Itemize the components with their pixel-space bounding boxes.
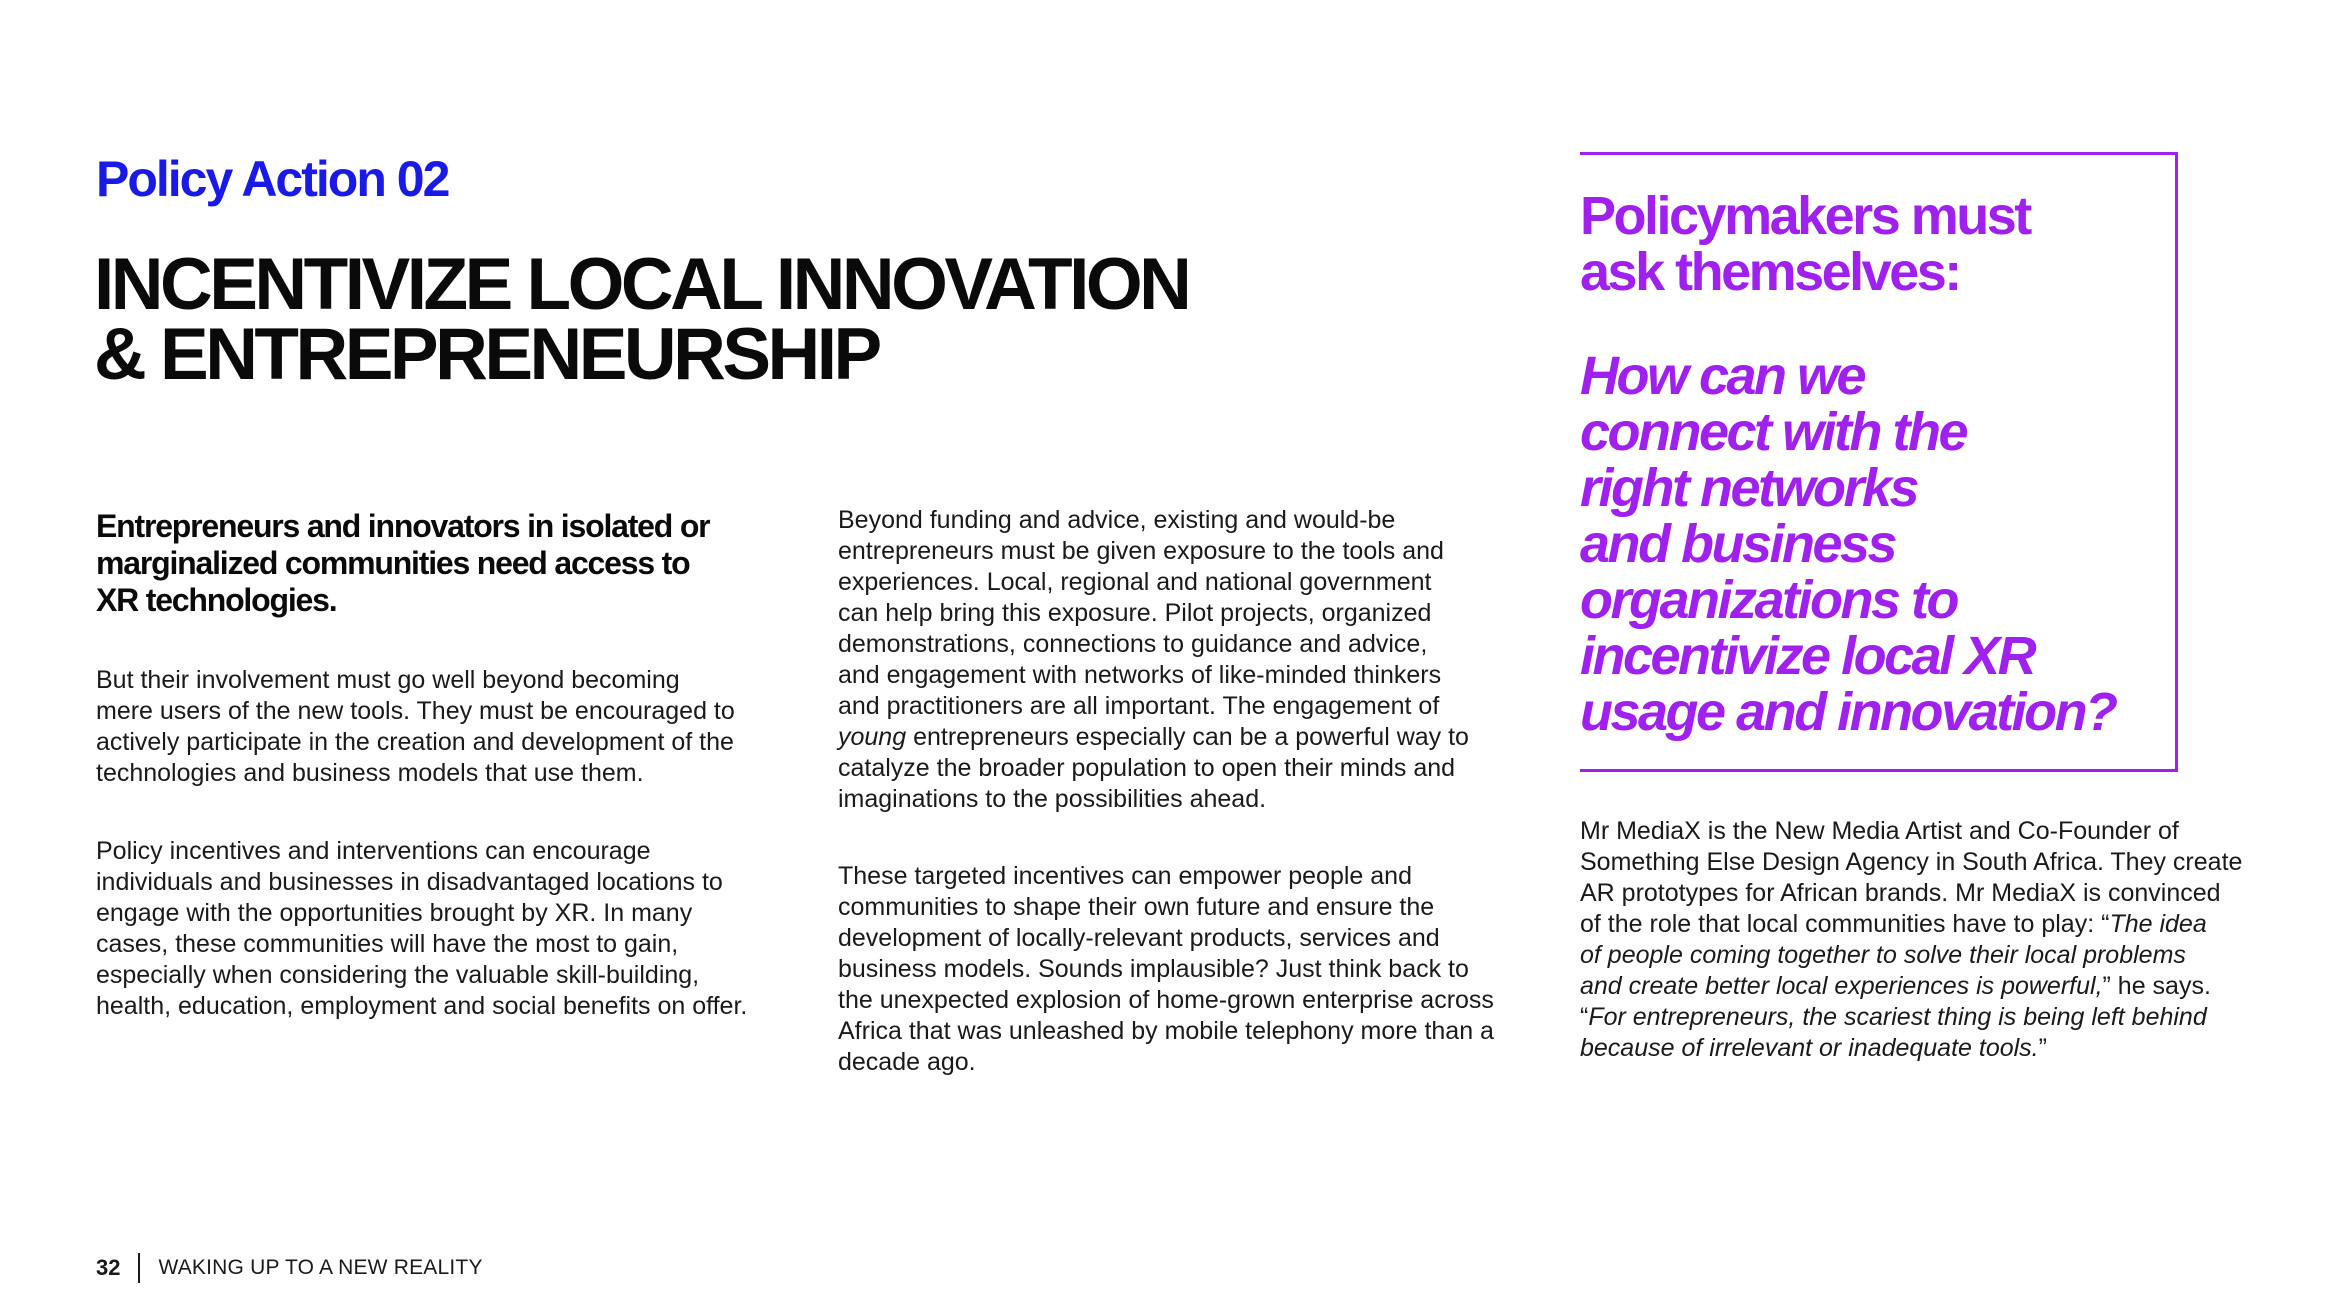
text-line: AR prototypes for African brands. Mr MediaX is convinced	[1580, 879, 2221, 907]
callout-question-line: organizations to	[1580, 570, 1957, 630]
body-paragraph	[838, 861, 1538, 1078]
callout-question-line: right networks	[1580, 458, 1918, 518]
text-line	[838, 722, 1538, 753]
quote-fragment: The idea	[2109, 910, 2207, 938]
text-line: Something Else Design Agency in South Africa. They create	[1580, 848, 2243, 876]
page-footer	[96, 1252, 483, 1284]
text-line: imaginations to the possibilities ahead.	[838, 785, 1267, 813]
text-line	[1580, 909, 2280, 940]
callout-question-line: How can we	[1580, 346, 1865, 406]
callout-question-line: and business	[1580, 514, 1896, 574]
callout-title-line: Policymakers must	[1580, 186, 2030, 246]
text-line: engage with the opportunities brought by XR. In many	[96, 899, 693, 927]
text-line	[1580, 940, 2280, 971]
text-line: the unexpected explosion of home-grown enterprise across	[838, 986, 1494, 1014]
callout-title-line: ask themselves:	[1580, 242, 1960, 302]
quote-fragment: of people coming together to solve their local problems	[1580, 941, 2186, 969]
text-line	[1580, 1002, 2280, 1033]
text-line: decade ago.	[838, 1048, 976, 1076]
text-line: cases, these communities will have the most to gain,	[96, 930, 679, 958]
column-right-quote	[1580, 816, 2280, 1064]
text-line: individuals and businesses in disadvantaged locations to	[96, 868, 723, 896]
lead-line: Entrepreneurs and innovators in isolated or	[96, 508, 710, 544]
policy-action-label: Policy Action 02	[96, 151, 449, 207]
text-line	[1580, 1033, 2280, 1064]
text-line: and engagement with networks of like-minded thinkers	[838, 661, 1442, 689]
text-line: especially when considering the valuable skill-building,	[96, 961, 700, 989]
text-fragment: of the role that local communities have to play: “	[1580, 910, 2110, 938]
page-number: 32	[96, 1255, 121, 1280]
quote-paragraph	[1580, 816, 2280, 1064]
page-headline	[94, 244, 1394, 395]
text-fragment: ” he says.	[2102, 972, 2211, 1000]
document-title: WAKING UP TO A NEW REALITY	[158, 1256, 483, 1279]
lead-line: marginalized communities need access to	[96, 545, 690, 581]
text-line: technologies and business models that use them.	[96, 759, 644, 787]
text-fragment: ”	[2038, 1034, 2047, 1062]
text-line: These targeted incentives can empower people and	[838, 862, 1412, 890]
headline-line: INCENTIVIZE LOCAL INNOVATION	[94, 244, 1189, 325]
text-line: entrepreneurs must be given exposure to the tools and	[838, 537, 1444, 565]
quote-fragment: For entrepreneurs, the scariest thing is being left behind	[1588, 1003, 2207, 1031]
text-line: development of locally-relevant products, services and	[838, 924, 1440, 952]
callout-question	[1580, 348, 2116, 740]
text-line: But their involvement must go well beyond becoming	[96, 666, 680, 694]
text-line: Africa that was unleashed by mobile telephony more than a	[838, 1017, 1494, 1045]
callout-title	[1580, 188, 2030, 300]
quote-fragment: because of irrelevant or inadequate tools.	[1580, 1034, 2039, 1062]
column-middle	[838, 505, 1538, 1078]
text-fragment: “	[1580, 1003, 1589, 1031]
text-line: Mr MediaX is the New Media Artist and Co-Founder of	[1580, 817, 2179, 845]
body-paragraph	[96, 665, 796, 789]
headline-line: & ENTREPRENEURSHIP	[94, 314, 879, 395]
lead-paragraph	[96, 508, 796, 619]
text-line: experiences. Local, regional and national government	[838, 568, 1432, 596]
text-line: Policy incentives and interventions can encourage	[96, 837, 651, 865]
column-left	[96, 508, 796, 1022]
text-line: demonstrations, connections to guidance and advice,	[838, 630, 1428, 658]
quote-fragment: and create better local experiences is powerful,	[1580, 972, 2103, 1000]
footer-divider	[138, 1253, 140, 1283]
body-paragraph	[96, 836, 796, 1022]
callout-question-line: usage and innovation?	[1580, 682, 2116, 742]
text-line: actively participate in the creation and development of the	[96, 728, 734, 756]
text-line: can help bring this exposure. Pilot projects, organized	[838, 599, 1432, 627]
emphasis-young: young	[838, 723, 907, 751]
lead-line: XR technologies.	[96, 582, 337, 618]
callout-question-line: incentivize local XR	[1580, 626, 2035, 686]
text-line: Beyond funding and advice, existing and would-be	[838, 506, 1396, 534]
text-line: business models. Sounds implausible? Just think back to	[838, 955, 1469, 983]
callout-question-line: connect with the	[1580, 402, 1967, 462]
text-line: mere users of the new tools. They must be encouraged to	[96, 697, 735, 725]
text-line: communities to shape their own future and ensure the	[838, 893, 1435, 921]
body-paragraph	[838, 505, 1538, 815]
text-line	[1580, 971, 2280, 1002]
text-fragment: entrepreneurs especially can be a powerful way to	[906, 723, 1469, 751]
text-line: health, education, employment and social benefits on offer.	[96, 992, 748, 1020]
text-line: and practitioners are all important. The engagement of	[838, 692, 1440, 720]
text-line: catalyze the broader population to open their minds and	[838, 754, 1456, 782]
